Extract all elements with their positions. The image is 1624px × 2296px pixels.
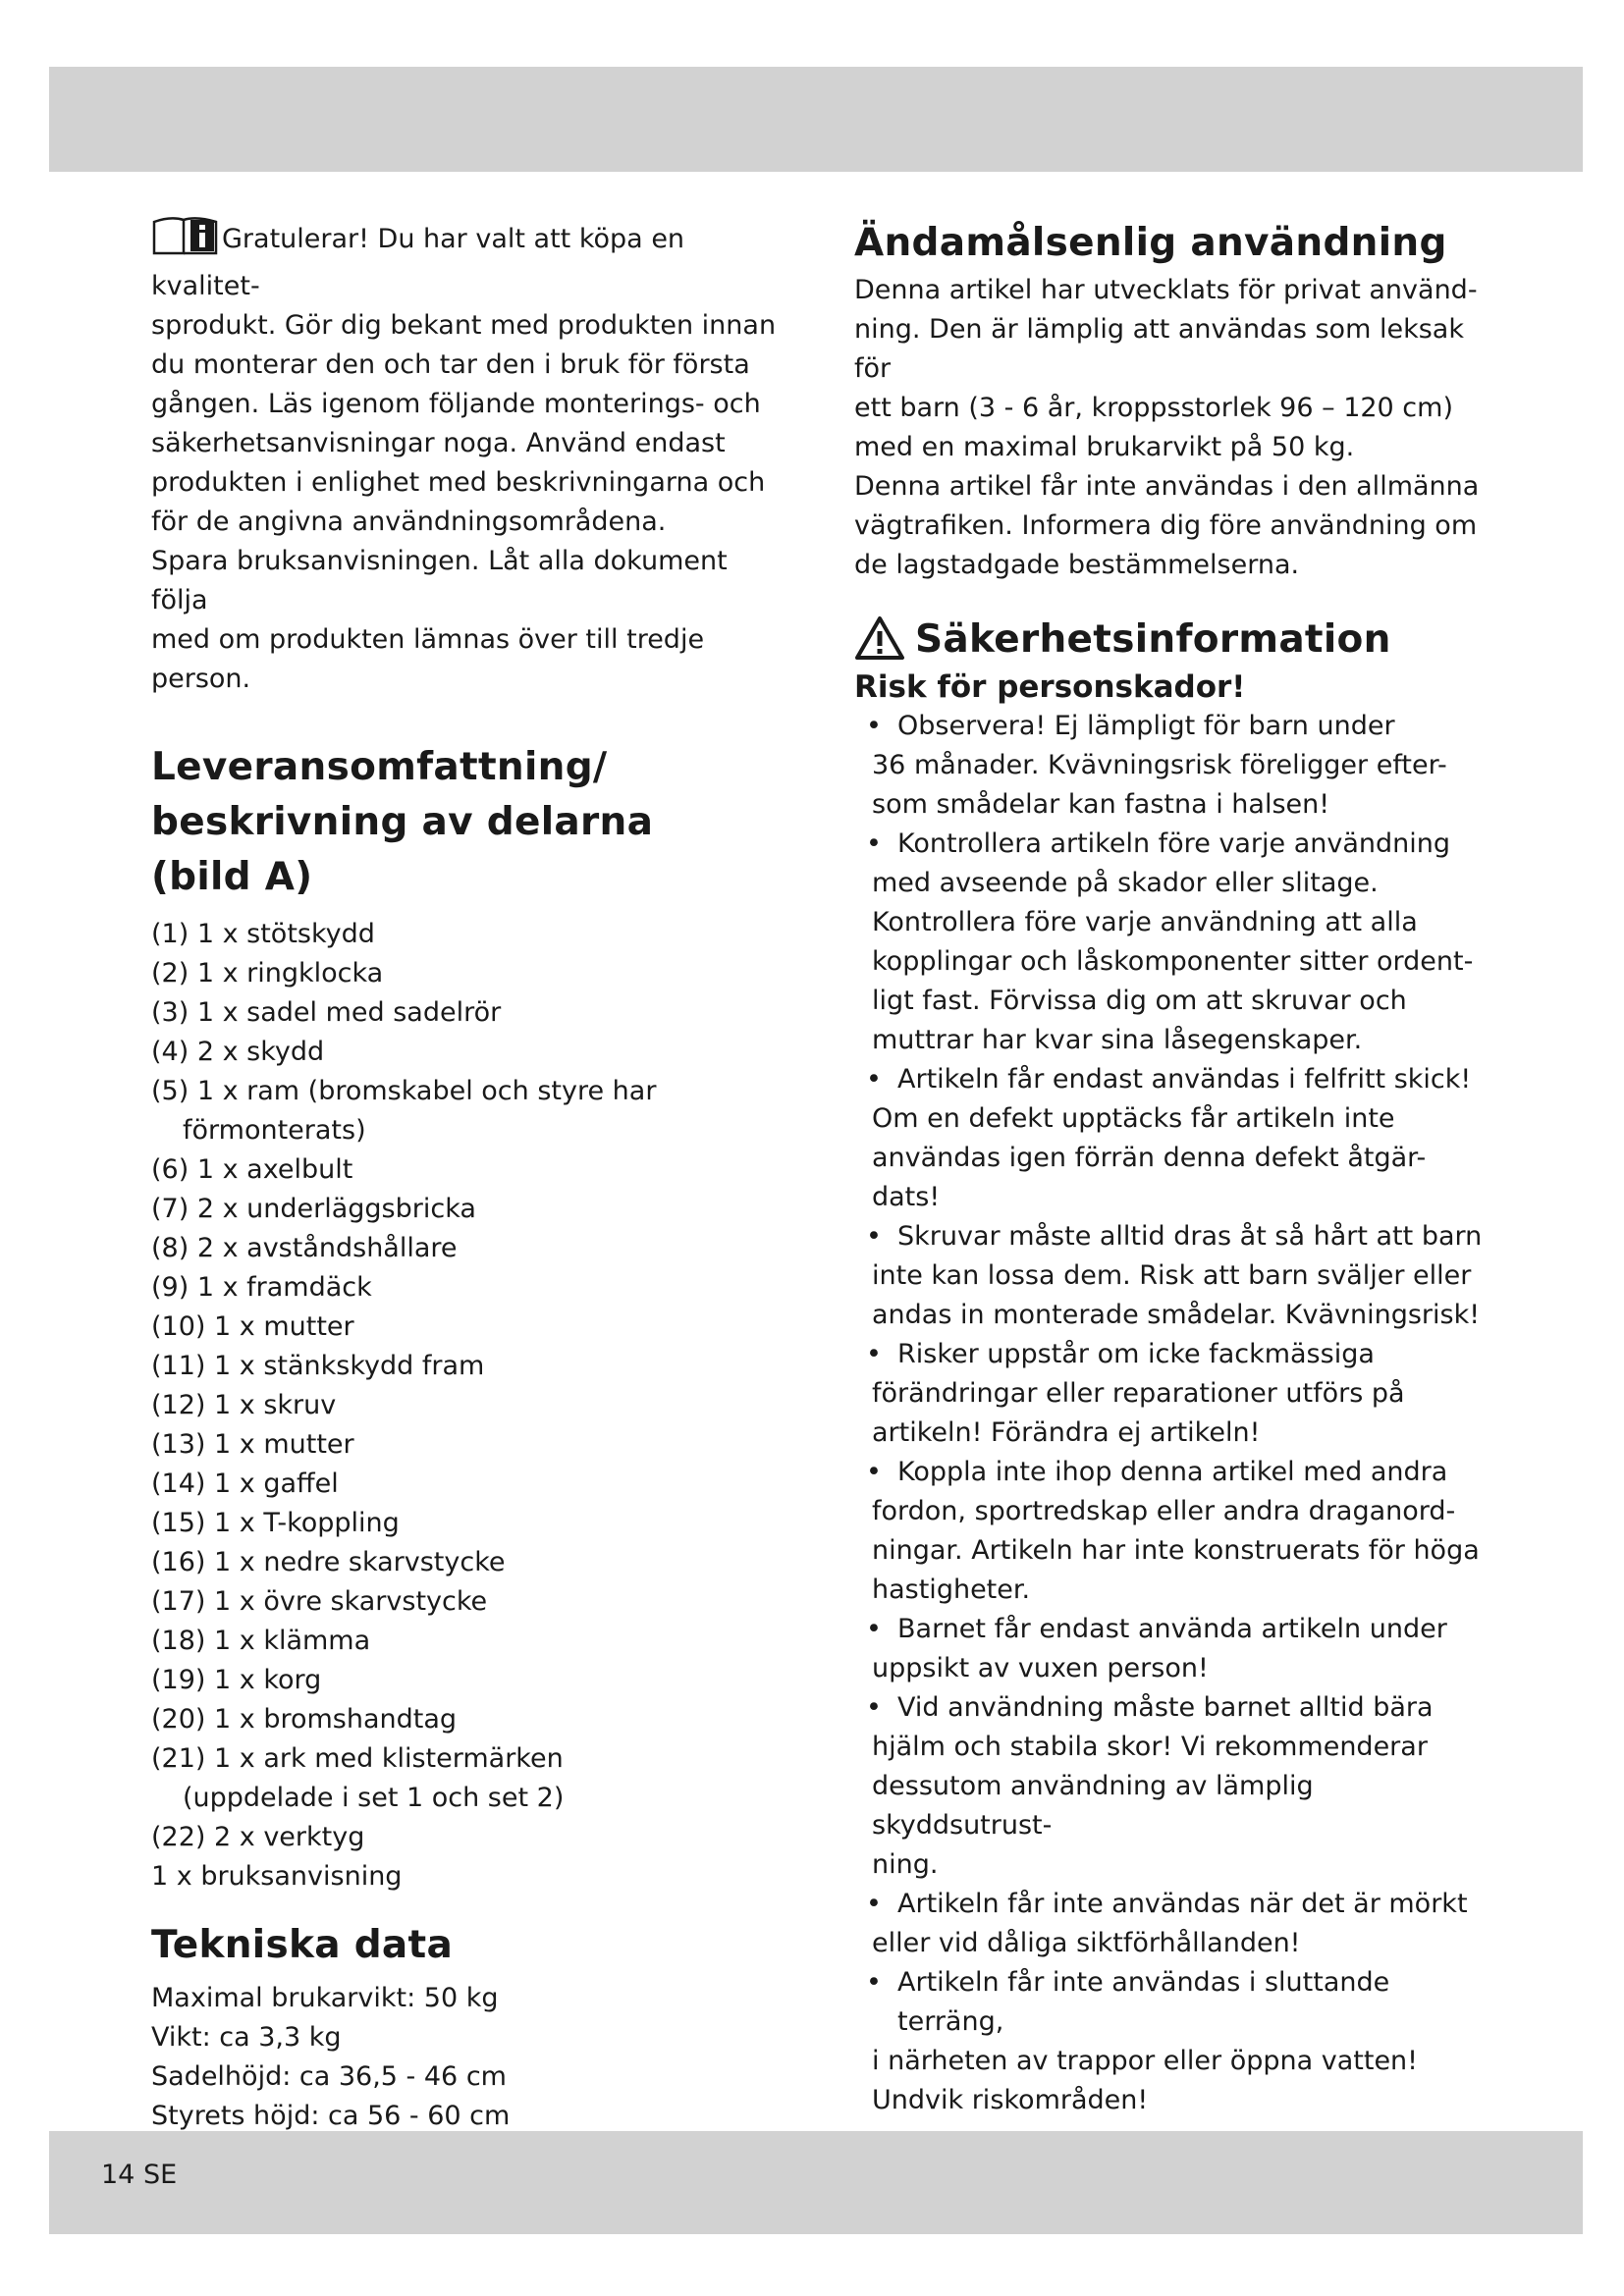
- part-text: (7) 2 x underläggsbricka: [151, 1194, 476, 1224]
- intro-line: Spara bruksanvisningen. Låt alla dokument följa: [151, 546, 728, 615]
- part-item: [151, 1150, 780, 1190]
- part-item: [151, 954, 780, 993]
- bullet-line: förändringar eller reparationer utförs på: [872, 1378, 1405, 1409]
- tech-heading: Tekniska data: [151, 1923, 454, 1967]
- safety-bullet: [854, 1688, 1490, 1885]
- bullet-dot-icon: •: [866, 828, 882, 859]
- part-item: [151, 1700, 780, 1739]
- use-line: ning. Den är lämplig att användas som leksak för: [854, 314, 1464, 384]
- use-heading: Ändamålsenlig användning: [854, 221, 1447, 265]
- part-item: [151, 1072, 780, 1150]
- part-text: (3) 1 x sadel med sadelrör: [151, 997, 502, 1028]
- bullet-line: ningar. Artikeln har inte konstruerats för höga: [872, 1535, 1480, 1566]
- part-text: (9) 1 x framdäck: [151, 1272, 372, 1303]
- intro-line: säkerhetsanvisningar noga. Använd endast: [151, 428, 726, 458]
- tech-line: Sadelhöjd: ca 36,5 - 46 cm: [151, 2061, 507, 2092]
- bullet-line: Barnet får endast använda artikeln under: [897, 1614, 1447, 1644]
- use-line: Denna artikel får inte användas i den allmänna: [854, 471, 1480, 502]
- part-item: [151, 1033, 780, 1072]
- part-text: (22) 2 x verktyg: [151, 1822, 365, 1852]
- part-item: [151, 1347, 780, 1386]
- part-text: (12) 1 x skruv: [151, 1390, 337, 1420]
- part-text-continued: (uppdelade i set 1 och set 2): [183, 1783, 565, 1813]
- bullet-dot-icon: •: [866, 1889, 882, 1919]
- bullet-line: med avseende på skador eller slitage.: [872, 868, 1379, 898]
- part-text: (4) 2 x skydd: [151, 1037, 325, 1067]
- bullet-line: ning.: [872, 1849, 939, 1880]
- part-item: [151, 1543, 780, 1582]
- part-text: (5) 1 x ram (bromskabel och styre har: [151, 1076, 657, 1106]
- part-text: (6) 1 x axelbult: [151, 1154, 353, 1185]
- part-item: [151, 1386, 780, 1425]
- risk-heading: Risk för personskador!: [854, 669, 1246, 705]
- use-line: vägtrafiken. Informera dig före användning om: [854, 510, 1478, 541]
- safety-bullet: [854, 1885, 1490, 1963]
- right-column: [854, 216, 1490, 2120]
- part-item: [151, 915, 780, 954]
- part-text: (16) 1 x nedre skarvstycke: [151, 1547, 506, 1577]
- footer-band: [49, 2131, 1583, 2234]
- safety-bullet: [854, 1217, 1490, 1335]
- intro-line: gången. Läs igenom följande monterings- och: [151, 389, 761, 419]
- part-text: (11) 1 x stänkskydd fram: [151, 1351, 485, 1381]
- bullet-line: artikeln! Förändra ej artikeln!: [872, 1417, 1261, 1448]
- bullet-line: andas in monterade smådelar. Kvävningsrisk!: [872, 1300, 1481, 1330]
- safety-bullet: [854, 1610, 1490, 1688]
- use-line: med en maximal brukarvikt på 50 kg.: [854, 432, 1355, 462]
- bullet-dot-icon: •: [866, 1064, 882, 1095]
- parts-list: [151, 915, 780, 1896]
- header-band: [49, 67, 1583, 172]
- intro-line: med om produkten lämnas över till tredje person.: [151, 624, 705, 694]
- part-text: (2) 1 x ringklocka: [151, 958, 384, 988]
- bullet-line: Risker uppstår om icke fackmässiga: [897, 1339, 1375, 1369]
- intro-text: [151, 216, 780, 699]
- safety-bullet: [854, 1060, 1490, 1217]
- bullet-line: dats!: [872, 1182, 941, 1212]
- bullet-line: Kontrollera artikeln före varje användning: [897, 828, 1451, 859]
- part-text: (8) 2 x avståndshållare: [151, 1233, 458, 1263]
- bullet-line: Artikeln får endast användas i felfritt skick!: [897, 1064, 1472, 1095]
- use-line: de lagstadgade bestämmelserna.: [854, 550, 1300, 580]
- bullet-line: inte kan lossa dem. Risk att barn sväljer eller: [872, 1260, 1472, 1291]
- part-text: (20) 1 x bromshandtag: [151, 1704, 458, 1735]
- part-text: (19) 1 x korg: [151, 1665, 322, 1695]
- page-number: 14 SE: [101, 2160, 178, 2190]
- part-text: (13) 1 x mutter: [151, 1429, 354, 1460]
- part-item: [151, 1661, 780, 1700]
- part-item: [151, 1582, 780, 1622]
- warning-triangle-icon: [854, 615, 905, 665]
- part-text: (1) 1 x stötskydd: [151, 919, 375, 949]
- bullet-line: 36 månader. Kvävningsrisk föreligger efter-: [872, 750, 1447, 780]
- part-item: [151, 1425, 780, 1465]
- bullet-line: Koppla inte ihop denna artikel med andra: [897, 1457, 1448, 1487]
- bullet-line: ligt fast. Förvissa dig om att skruvar och: [872, 986, 1407, 1016]
- bullet-line: fordon, sportredskap eller andra draganord-: [872, 1496, 1456, 1526]
- part-item: [151, 1465, 780, 1504]
- intro-line: för de angivna användningsområdena.: [151, 507, 667, 537]
- safety-bullet: [854, 1453, 1490, 1610]
- left-column: [151, 216, 780, 2175]
- part-item: [151, 1739, 780, 1818]
- safety-bullets: [854, 707, 1490, 2120]
- safety-bullet: [854, 1335, 1490, 1453]
- part-text: (15) 1 x T-koppling: [151, 1508, 400, 1538]
- part-text: (18) 1 x klämma: [151, 1626, 371, 1656]
- part-item: [151, 1268, 780, 1308]
- part-text-continued: förmonterats): [183, 1115, 366, 1146]
- safety-heading: Säkerhetsinformation: [915, 617, 1391, 662]
- safety-heading-row: [854, 613, 1490, 667]
- safety-bullet: [854, 825, 1490, 1060]
- safety-bullet: [854, 1963, 1490, 2120]
- info-book-icon: [151, 216, 220, 267]
- bullet-line: muttrar har kvar sina låsegenskaper.: [872, 1025, 1363, 1055]
- intro-line: du monterar den och tar den i bruk för första: [151, 349, 750, 380]
- bullet-line: dessutom användning av lämplig skyddsutrust-: [872, 1771, 1314, 1841]
- part-text: (14) 1 x gaffel: [151, 1468, 339, 1499]
- bullet-line: Skruvar måste alltid dras åt så hårt att barn: [897, 1221, 1483, 1252]
- use-line: Denna artikel har utvecklats för privat använd-: [854, 275, 1478, 305]
- part-item: [151, 1818, 780, 1857]
- bullet-line: hastigheter.: [872, 1575, 1031, 1605]
- part-item: [151, 1190, 780, 1229]
- bullet-dot-icon: •: [866, 1692, 882, 1723]
- tech-line: Styrets höjd: ca 56 - 60 cm: [151, 2101, 511, 2131]
- bullet-line: Kontrollera före varje användning att alla: [872, 907, 1418, 937]
- bullet-dot-icon: •: [866, 711, 882, 741]
- bullet-line: uppsikt av vuxen person!: [872, 1653, 1209, 1683]
- bullet-line: i närheten av trappor eller öppna vatten!: [872, 2046, 1418, 2076]
- part-item: [151, 993, 780, 1033]
- use-line: ett barn (3 - 6 år, kroppsstorlek 96 – 120 cm): [854, 393, 1453, 423]
- bullet-dot-icon: •: [866, 1614, 882, 1644]
- bullet-line: Vid användning måste barnet alltid bära: [897, 1692, 1434, 1723]
- safety-bullet: [854, 707, 1490, 825]
- bullet-dot-icon: •: [866, 1457, 882, 1487]
- bullet-line: Observera! Ej lämpligt för barn under: [897, 711, 1395, 741]
- bullet-dot-icon: •: [866, 1339, 882, 1369]
- part-text: 1 x bruksanvisning: [151, 1861, 403, 1892]
- bullet-line: Om en defekt upptäcks får artikeln inte: [872, 1103, 1395, 1134]
- parts-heading: Leveransomfattning/ beskrivning av delarna (bild A): [151, 745, 654, 899]
- part-item: [151, 1504, 780, 1543]
- bullet-line: Artikeln får inte användas i sluttande terräng,: [897, 1967, 1390, 2037]
- part-item: [151, 1857, 780, 1896]
- intro-line: sprodukt. Gör dig bekant med produkten innan: [151, 310, 777, 341]
- bullet-line: hjälm och stabila skor! Vi rekommenderar: [872, 1732, 1428, 1762]
- bullet-line: eller vid dåliga siktförhållanden!: [872, 1928, 1301, 1958]
- part-item: [151, 1622, 780, 1661]
- bullet-line: Artikeln får inte användas när det är mörkt: [897, 1889, 1468, 1919]
- intro-line: Gratulerar! Du har valt att köpa en kvalitet-: [151, 216, 780, 306]
- part-text: (17) 1 x övre skarvstycke: [151, 1586, 488, 1617]
- use-text: [854, 271, 1490, 585]
- bullet-line: Undvik riskområden!: [872, 2085, 1149, 2115]
- bullet-line: som smådelar kan fastna i halsen!: [872, 789, 1330, 820]
- bullet-line: användas igen förrän denna defekt åtgär-: [872, 1143, 1427, 1173]
- bullet-dot-icon: •: [866, 1967, 882, 1998]
- bullet-dot-icon: •: [866, 1221, 882, 1252]
- bullet-line: kopplingar och låskomponenter sitter ordent-: [872, 946, 1474, 977]
- part-item: [151, 1308, 780, 1347]
- part-item: [151, 1229, 780, 1268]
- part-text: (21) 1 x ark med klistermärken: [151, 1743, 564, 1774]
- intro-line: produkten i enlighet med beskrivningarna och: [151, 467, 766, 498]
- part-text: (10) 1 x mutter: [151, 1311, 354, 1342]
- tech-line: Maximal brukarvikt: 50 kg: [151, 1983, 499, 2013]
- tech-line: Vikt: ca 3,3 kg: [151, 2022, 342, 2053]
